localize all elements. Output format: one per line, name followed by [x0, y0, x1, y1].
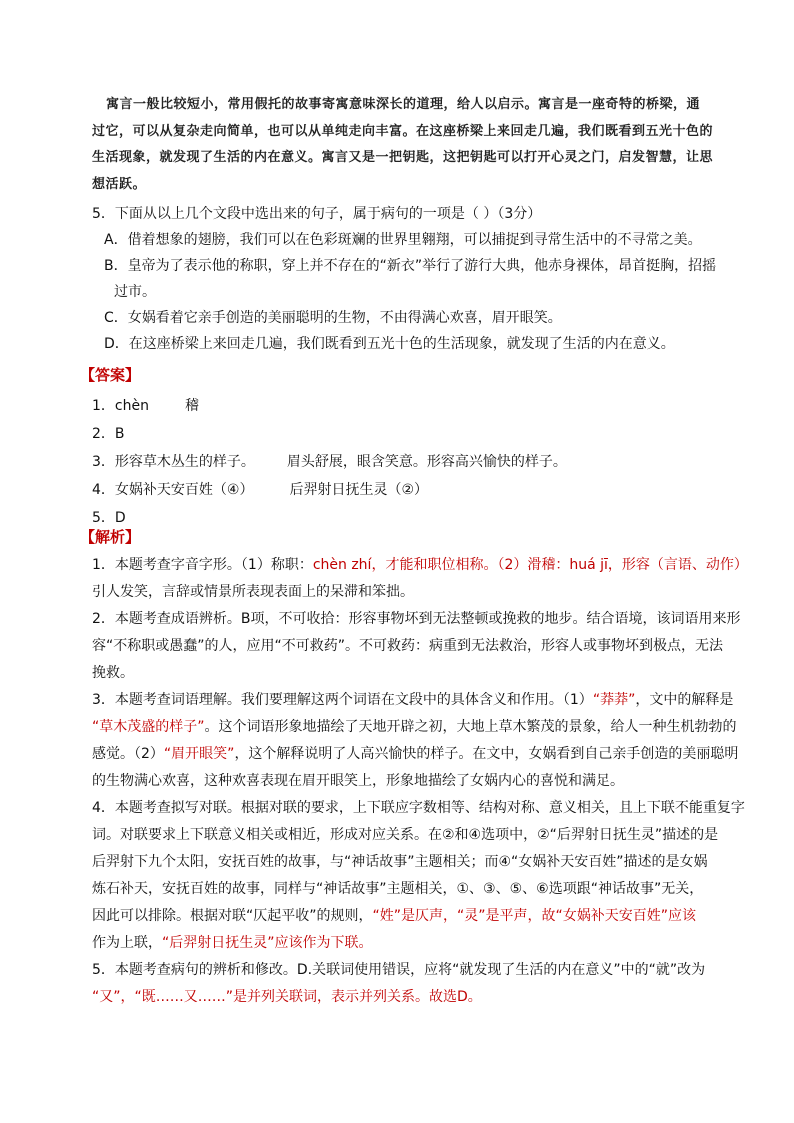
analysis-4-line: 词。对联要求上下联意义相关或相近，形成对应关系。在②和④选项中，②“后羿射日抚生灵”描述的是	[92, 827, 719, 843]
option-b: B．皇帝为了表示他的称职，穿上并不存在的“新衣”举行了游行大典，他赤身裸体，昂首挺胸，招摇	[104, 258, 717, 274]
analysis-3-line	[92, 687, 734, 714]
analysis-5-line: 5．本题考查病句的辨析和修改。D.关联词使用错误，应将“就发现了生活的内在意义”中的“就”改为	[92, 962, 706, 978]
answer-heading: 【答案】	[80, 366, 141, 384]
analysis-text: 。这个词语形象地描绘了天地开辟之初，大地上草木繁茂的景象，给人一种生机勃勃的	[204, 719, 737, 735]
analysis-4-line: 后羿射下九个太阳，安抚百姓的故事，与“神话故事”主题相关；而④“女娲补天安百姓”描述的是女娲	[92, 854, 708, 870]
answer-1-char: 稽	[184, 398, 199, 414]
analysis-text: 感觉。（2）	[92, 746, 164, 762]
analysis-highlight: “后羿射日抚生灵”应该作为下联。	[162, 935, 373, 951]
analysis-text: ，文中的解释是	[635, 692, 734, 708]
answer-5: 5．D	[92, 510, 126, 526]
analysis-2-line: 2．本题考查成语辨析。B项，不可收拾：形容事物坏到无法整顿或挽救的地步。结合语境，该词语用来形	[92, 611, 741, 627]
analysis-highlight: “又”，“既……又……”	[92, 989, 234, 1005]
analysis-highlight: 是并列关联词，表示并列关系。故选D。	[233, 989, 482, 1005]
analysis-highlight: “草木茂盛的样子”	[92, 719, 205, 735]
analysis-highlight: “姓”是仄声，“灵”是平声，故“女娲补天安百姓”应该	[372, 908, 697, 924]
answer-3-part1: 3．形容草木丛生的样子。	[92, 454, 255, 470]
option-b-continued: 过市。	[114, 284, 156, 300]
analysis-3-line	[92, 714, 737, 741]
question-5	[92, 201, 722, 357]
answer-4-part1: 4．女娲补天安百姓（④）	[92, 482, 254, 498]
answer-1	[92, 392, 722, 420]
passage-line: 过它，可以从复杂走向简单，也可以从单纯走向丰富。在这座桥梁上来回走几遍，我们既看到五光十色的	[92, 123, 714, 139]
passage-line: 寓言一般比较短小，常用假托的故事寄寓意味深长的道理，给人以启示。寓言是一座奇特的桥梁，通	[106, 97, 701, 112]
analysis-heading: 【解析】	[80, 528, 141, 546]
answer-4	[92, 476, 722, 504]
answer-1-number: 1．	[92, 398, 115, 414]
answer-3	[92, 448, 722, 476]
answer-3-part2: 眉头舒展，眼含笑意。形容高兴愉快的样子。	[286, 454, 567, 470]
answer-list	[92, 392, 722, 532]
analysis-text: 因此可以排除。根据对联“仄起平收”的规则，	[92, 908, 373, 924]
option-d: D．在这座桥梁上来回走几遍，我们既看到五光十色的生活现象，就发现了生活的内在意义。	[104, 336, 675, 352]
option-a: A．借着想象的翅膀，我们可以在色彩斑斓的世界里翱翔，可以捕捉到寻常生活中的不寻常之美。	[104, 232, 702, 248]
analysis-highlight: “眉开眼笑”	[163, 746, 235, 762]
analysis-highlight: “莽莽”	[592, 692, 636, 708]
analysis-5-line	[92, 984, 722, 1011]
analysis-text: 作为上联，	[92, 935, 162, 951]
analysis-text: 1．本题考查字音字形。（1）称职：	[92, 557, 313, 573]
analysis-2-line: 容“不称职或愚蠢”的人，应用“不可救药”。不可救药：病重到无法救治，形容人或事物坏到极点，无法	[92, 638, 724, 654]
passage-line: 生活现象，就发现了生活的内在意义。寓言又是一把钥匙，这把钥匙可以打开心灵之门，启发智慧，让思	[92, 150, 714, 165]
analysis-2-line: 挽救。	[92, 665, 134, 681]
question-stem: 5．下面从以上几个文段中选出来的句子，属于病句的一项是（ ）（3分）	[92, 206, 542, 222]
analysis-text: ，这个解释说明了人高兴愉快的样子。在文中，女娲看到自己亲手创造的美丽聪明	[234, 746, 739, 762]
analysis-1-line: 引人发笑，言辞或情景所表现表面上的呆滞和笨拙。	[92, 584, 414, 600]
analysis-highlight: chèn zhí，才能和职位相称。（2）滑稽：huá jī，形容（言语、动作）	[312, 557, 748, 573]
answer-2: 2．B	[92, 426, 125, 442]
answer-4-part2: 后羿射日抚生灵（②）	[289, 482, 429, 498]
option-c: C．女娲看着它亲手创造的美丽聪明的生物，不由得满心欢喜，眉开眼笑。	[104, 310, 562, 326]
answer-1-pinyin: chèn	[114, 398, 149, 414]
analysis-4-line	[92, 903, 722, 930]
analysis-3-line: 的生物满心欢喜，这种欢喜表现在眉开眼笑上，形象地描绘了女娲内心的喜悦和满足。	[92, 773, 624, 789]
analysis-1-line	[92, 552, 748, 579]
analysis-4-line: 炼石补天，安抚百姓的故事，同样与“神话故事”主题相关，①、③、⑤、⑥选项跟“神话故事”无关，	[92, 881, 704, 897]
fable-passage	[92, 92, 722, 198]
analysis-4-line	[92, 930, 722, 957]
analysis-4-line: 4．本题考查拟写对联。根据对联的要求，上下联应字数相等、结构对称、意义相关，且上下联不能重复字	[92, 800, 745, 816]
analysis-list	[92, 552, 748, 1011]
analysis-text: 3．本题考查词语理解。我们要理解这两个词语在文段中的具体含义和作用。（1）	[92, 692, 593, 708]
passage-line: 想活跃。	[92, 176, 147, 192]
analysis-3-line	[92, 741, 739, 768]
